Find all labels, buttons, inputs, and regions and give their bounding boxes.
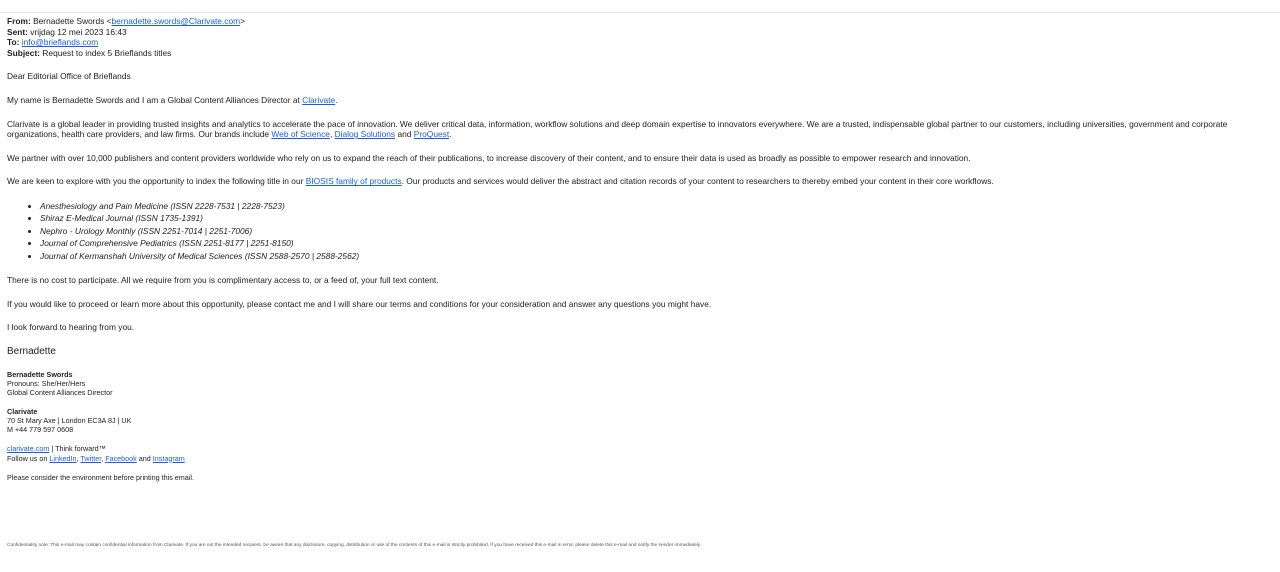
clarivate-link[interactable]: Clarivate — [302, 94, 336, 105]
signature-pronouns: Pronouns: She/Her/Hers — [7, 379, 86, 389]
facebook-link[interactable]: Facebook — [105, 453, 137, 463]
closing-paragraph: I look forward to hearing from you. — [7, 322, 135, 333]
tagline: | Think forward™ — [49, 443, 106, 453]
to-row — [7, 37, 1260, 48]
follow-text: Follow us on — [7, 453, 50, 463]
web-of-science-link[interactable]: Web of Science — [271, 129, 330, 140]
partner-paragraph: We partner with over 10,000 publishers and content providers worldwide who rely on us to expand the reach of their publications, to increase discovery of their content, and to ensure their data is used as broadly as possible to empower research and innovation. — [7, 152, 971, 163]
about-end: . — [449, 129, 452, 140]
signoff-name: Bernadette — [7, 345, 56, 357]
signature-name: Bernadette Swords — [7, 369, 73, 379]
biosis-link[interactable]: BIOSIS family of products — [305, 176, 402, 187]
linkedin-link[interactable]: LinkedIn — [49, 453, 77, 463]
company-block — [7, 407, 1260, 435]
links-block — [7, 444, 1260, 464]
sent-row — [7, 27, 1260, 38]
index-paragraph — [7, 176, 1260, 187]
proceed-paragraph: If you would like to proceed or learn more about this opportunity, please contact me and I will share our terms and conditions for your consideration and answer any questions you might have. — [7, 298, 712, 309]
cost-paragraph: There is no cost to participate. All we require from you is complimentary access to, or a feed of, your full text content. — [7, 274, 439, 285]
to-label: To: — [7, 37, 20, 48]
from-label: From: — [7, 16, 31, 26]
social-and: and — [136, 453, 153, 463]
from-email-link[interactable]: bernadette.swords@Clarivate.com — [111, 16, 241, 26]
sent-value: vrijdag 12 mei 2023 16:43 — [30, 26, 127, 37]
list-item: • Nephro - Urology Monthly (ISSN 2251-7014 | 2251-7006) — [40, 225, 1260, 237]
environment-note: Please consider the environment before printing this email. — [7, 472, 194, 482]
social-sep: , — [101, 453, 106, 463]
sent-label: Sent: — [7, 26, 28, 37]
site-row — [7, 444, 1260, 454]
list-item: • Shiraz E-Medical Journal (ISSN 1735-1391) — [40, 212, 1260, 224]
list-item: • Journal of Comprehensive Pediatrics (ISSN 2251-8177 | 2251-8150) — [40, 237, 1260, 249]
subject-label: Subject: — [7, 47, 41, 58]
intro-paragraph — [7, 95, 1260, 106]
signature-block — [7, 370, 1260, 398]
subject-value: Request to index 5 Brieflands titles — [42, 47, 172, 58]
about-sep-2: and — [395, 129, 414, 140]
email-content — [7, 16, 1260, 482]
index-text: We are keen to explore with you the opportunity to index the following title in our — [7, 176, 306, 187]
twitter-link[interactable]: Twitter — [80, 453, 102, 463]
greeting: Dear Editorial Office of Brieflands — [7, 71, 131, 82]
company-name: Clarivate — [7, 406, 38, 416]
dialog-solutions-link[interactable]: Dialog Solutions — [334, 129, 396, 140]
index-end: . Our products and services would deliver the abstract and citation records of your content to researchers to thereby embed your content in their core workflows. — [401, 176, 994, 187]
company-mobile: M +44 779 597 0608 — [7, 425, 74, 435]
from-close: > — [240, 16, 246, 26]
intro-text: My name is Bernadette Swords and I am a Global Content Alliances Director at — [7, 94, 303, 105]
signature-title: Global Content Alliances Director — [7, 388, 113, 398]
header-divider — [0, 12, 1280, 13]
social-sep: , — [76, 453, 81, 463]
journal-title-list — [7, 200, 1260, 262]
clarivate-site-link[interactable]: clarivate.com — [7, 443, 50, 453]
intro-end: . — [335, 94, 338, 105]
proquest-link[interactable]: ProQuest — [413, 129, 450, 140]
instagram-link[interactable]: Instagram — [152, 453, 185, 463]
from-row — [7, 16, 1260, 27]
to-email-link[interactable]: info@brieflands.com — [21, 37, 99, 48]
company-address: 70 St Mary Axe | London EC3A 8J | UK — [7, 415, 132, 425]
confidentiality-note: Confidentiality note: This e-mail may contain confidential information from Clarivate. If you are not the intended recipient, be aware that any disclosure, copying, distribution or use of the contents of this e-mail is strictly prohibited. If you have received this e-mail in error, please delete this e-mail and notify the sender immediately. — [7, 543, 702, 548]
about-text: Clarivate is a global leader in providing trusted insights and analytics to accelerate the pace of innovation. We deliver critical data, information, workflow solutions and deep domain expertise to innovators everywhere. We are a trusted, indispensable global partner to our customers, including universities, government and corporate organizations, health care providers, and law firms. Our brands include — [7, 118, 1228, 140]
subject-row — [7, 48, 1260, 59]
social-row — [7, 454, 1260, 464]
email-headers — [7, 16, 1260, 58]
from-name: Bernadette Swords < — [33, 16, 112, 26]
about-sep-1: , — [329, 129, 335, 140]
list-item: • Journal of Kermanshah University of Medical Sciences (ISSN 2588-2570 | 2588-2562) — [40, 250, 1260, 262]
about-paragraph — [7, 119, 1260, 140]
list-item: • Anesthesiology and Pain Medicine (ISSN 2228-7531 | 2228-7523) — [40, 200, 1260, 212]
